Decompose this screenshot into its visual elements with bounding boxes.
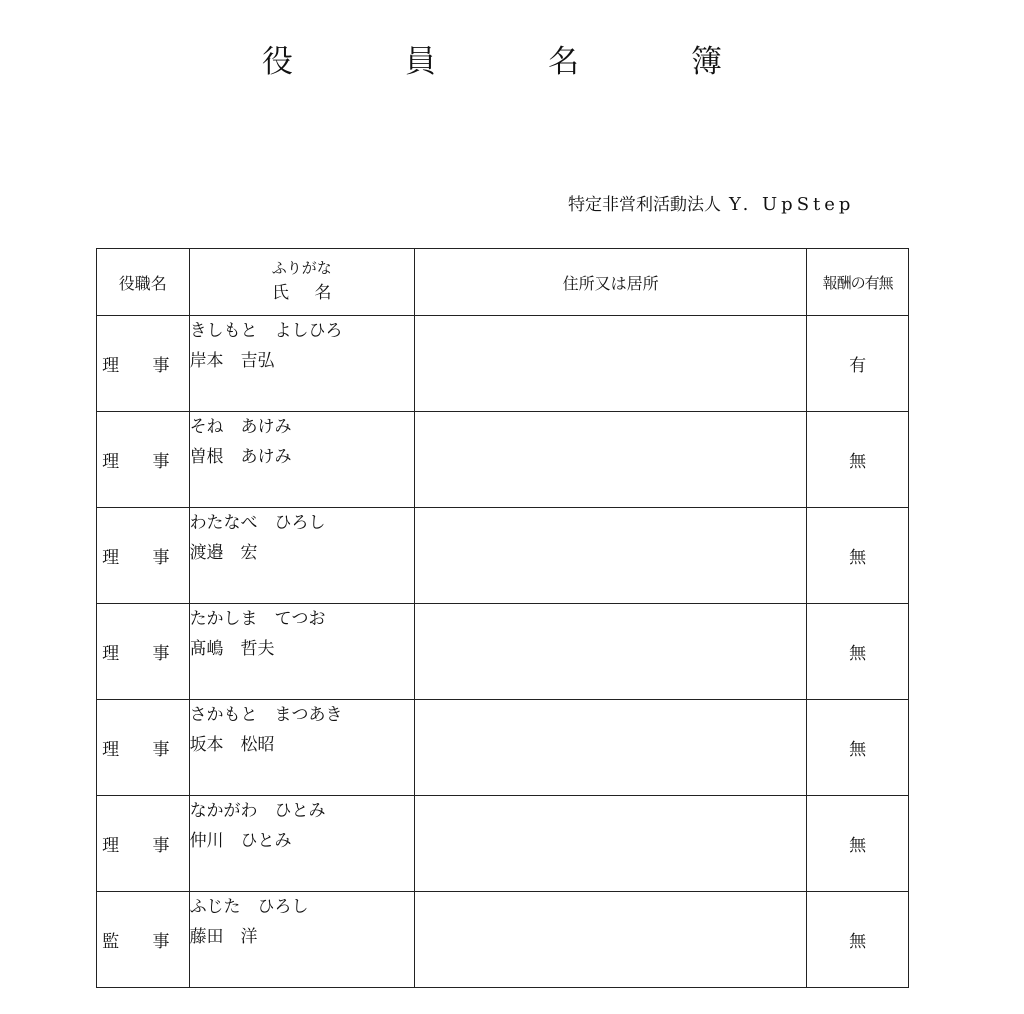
compensation-cell: 有 [807, 316, 909, 412]
furigana-text: きしもと よしひろ [189, 321, 343, 341]
name-cell [189, 892, 414, 988]
organization-type: 特定非営利活動法人 [568, 195, 721, 215]
address-cell [414, 604, 806, 700]
page-title [262, 42, 722, 82]
address-cell [414, 508, 806, 604]
table-row [97, 892, 909, 988]
table-row [97, 316, 909, 412]
name-text: 仲川 ひとみ [189, 831, 292, 851]
address-cell [414, 700, 806, 796]
table-row [97, 604, 909, 700]
address-cell [414, 316, 806, 412]
role-cell: 理 事 [97, 412, 190, 508]
title-char: 名 [548, 44, 579, 80]
header-name [189, 249, 414, 316]
compensation-cell: 無 [807, 892, 909, 988]
title-char: 簿 [691, 44, 722, 80]
table-row [97, 412, 909, 508]
name-text: 曽根 あけみ [189, 447, 292, 467]
name-cell [189, 604, 414, 700]
address-cell [414, 796, 806, 892]
name-text: 岸本 吉弘 [189, 351, 275, 371]
header-address: 住所又は居所 [414, 249, 806, 316]
compensation-cell: 無 [807, 412, 909, 508]
organization-line [568, 193, 854, 217]
role-cell: 理 事 [97, 700, 190, 796]
table-row [97, 508, 909, 604]
address-cell [414, 892, 806, 988]
table-row [97, 796, 909, 892]
header-role: 役職名 [97, 249, 190, 316]
role-cell: 理 事 [97, 604, 190, 700]
title-char: 員 [405, 44, 436, 80]
title-char: 役 [262, 44, 293, 80]
address-cell [414, 412, 806, 508]
name-text: 髙嶋 哲夫 [189, 639, 275, 659]
furigana-text: たかしま てつお [189, 609, 326, 629]
officer-roster-table [96, 248, 909, 988]
role-cell: 監 事 [97, 892, 190, 988]
table-header-row [97, 249, 909, 316]
name-text: 坂本 松昭 [189, 735, 275, 755]
header-compensation: 報酬の有無 [807, 249, 909, 316]
compensation-cell: 無 [807, 796, 909, 892]
role-cell: 理 事 [97, 316, 190, 412]
name-text: 藤田 洋 [189, 927, 258, 947]
name-cell [189, 796, 414, 892]
compensation-cell: 無 [807, 508, 909, 604]
role-cell: 理 事 [97, 508, 190, 604]
header-furigana-label: ふりがな [271, 259, 332, 277]
table-row [97, 700, 909, 796]
organization-name: Y. UpStep [729, 194, 855, 215]
header-name-label: 氏 名 [272, 283, 342, 303]
furigana-text: なかがわ ひとみ [189, 801, 326, 821]
compensation-cell: 無 [807, 604, 909, 700]
role-cell: 理 事 [97, 796, 190, 892]
compensation-cell: 無 [807, 700, 909, 796]
name-cell [189, 700, 414, 796]
furigana-text: わたなべ ひろし [189, 513, 326, 533]
furigana-text: そね あけみ [189, 417, 292, 437]
name-cell [189, 412, 414, 508]
name-cell [189, 316, 414, 412]
name-text: 渡邉 宏 [189, 543, 258, 563]
name-cell [189, 508, 414, 604]
furigana-text: さかもと まつあき [189, 705, 343, 725]
furigana-text: ふじた ひろし [189, 897, 309, 917]
